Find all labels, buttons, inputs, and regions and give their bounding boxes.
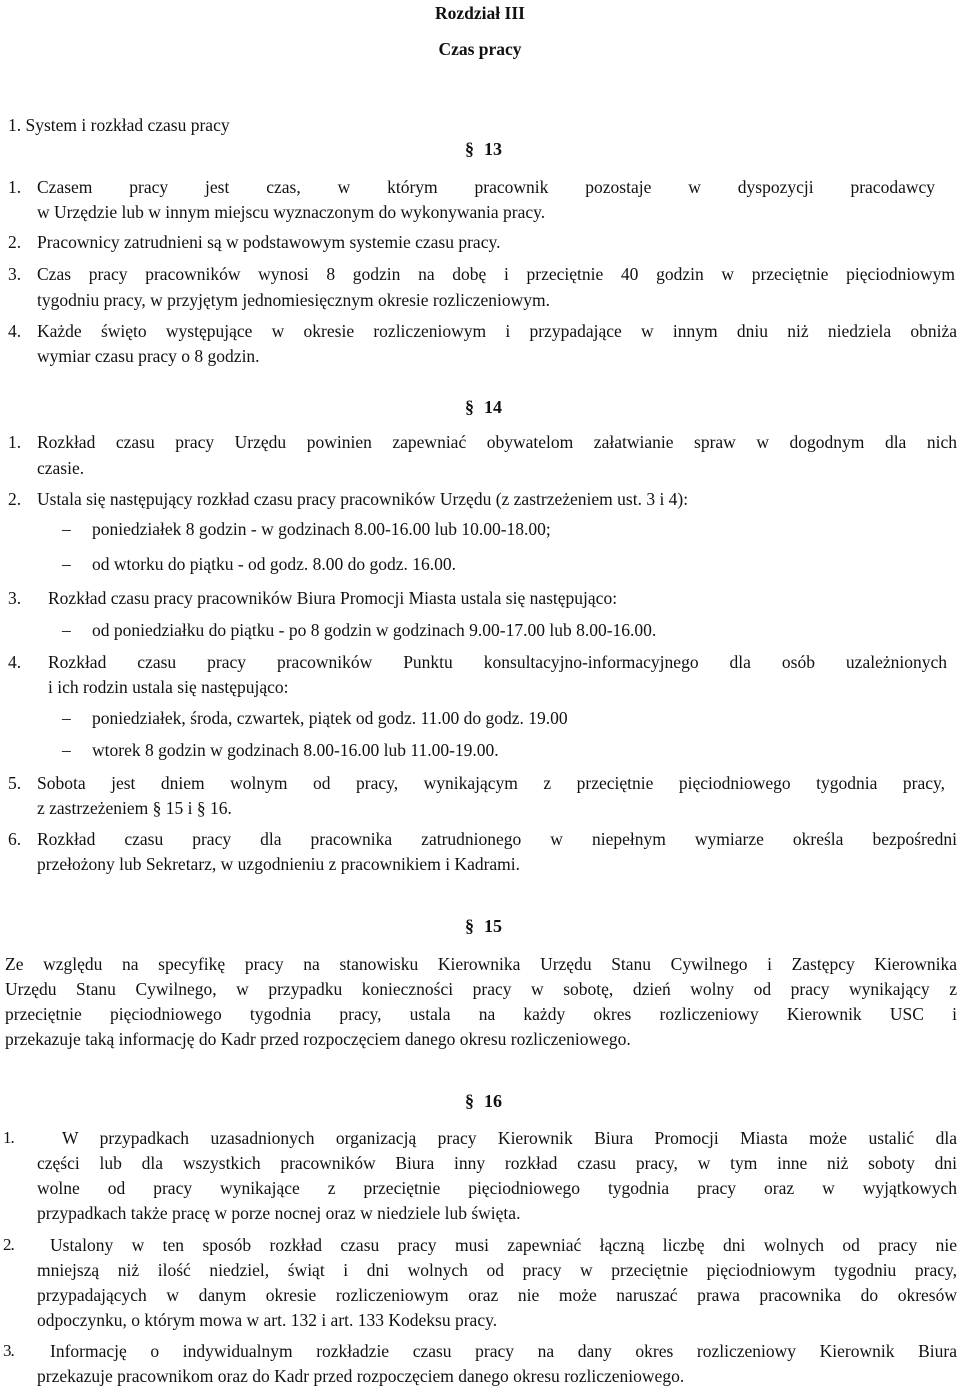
- chapter-heading: Rozdział III: [435, 3, 525, 23]
- section-heading: 1. System i rozkład czasu pracy: [8, 115, 230, 135]
- paragraph-text: czasie.: [37, 458, 85, 478]
- item-number: 3.: [8, 264, 22, 284]
- paragraph-text: przełożony lub Sekretarz, w uzgodnieniu z pracownikiem i Kadrami.: [37, 854, 521, 874]
- paragraph-text: Czas pracy pracowników wynosi 8 godzin na dobę i przeciętnie 40 godzin w przeciętnie pięciodniowym: [37, 264, 955, 284]
- bullet-text: od poniedziałku do piątku - po 8 godzin w godzinach 9.00-17.00 lub 8.00-16.00.: [92, 620, 657, 640]
- paragraph-number: 13: [484, 139, 502, 159]
- paragraph-number: 14: [484, 397, 502, 417]
- paragraph-text: W przypadkach uzasadnionych organizacją pracy Kierownik Biura Promocji Miasta może ustalić dla: [62, 1128, 957, 1148]
- paragraph-text: Ustala się następujący rozkład czasu pracy pracowników Urzędu (z zastrzeżeniem ust. 3 i 4):: [37, 489, 689, 509]
- item-number: 4.: [8, 321, 22, 341]
- paragraph-text: przekazuje pracownikom oraz do Kadr przed rozpoczęciem danego okresu rozliczeniowego.: [37, 1366, 685, 1386]
- paragraph-text: Rozkład czasu pracy pracowników Punktu konsultacyjno-informacyjnego dla osób uzależnionych: [48, 652, 947, 672]
- paragraph-text: przekazuje taką informację do Kadr przed rozpoczęciem danego okresu rozliczeniowego.: [5, 1029, 631, 1049]
- chapter-title: Czas pracy: [438, 39, 522, 59]
- paragraph-text: Rozkład czasu pracy Urzędu powinien zapewniać obywatelom załatwianie spraw w dogodnym dla nich: [37, 432, 957, 452]
- paragraph-text: Czasem pracy jest czas, w którym pracownik pozostaje w dyspozycji pracodawcy: [37, 177, 935, 197]
- paragraph-text: Urzędu Stanu Cywilnego, w przypadku konieczności pracy w sobotę, dzień wolny od pracy wynikający z: [5, 979, 957, 999]
- bullet-text: od wtorku do piątku - od godz. 8.00 do godz. 16.00.: [92, 554, 457, 574]
- paragraph-text: tygodniu pracy, w przyjętym jednomiesięcznym okresie rozliczeniowym.: [37, 290, 551, 310]
- paragraph-number: 16: [484, 1091, 502, 1111]
- paragraph-text: Rozkład czasu pracy dla pracownika zatrudnionego w niepełnym wymiarze określa bezpośredni: [37, 829, 957, 849]
- bullet-dash: –: [62, 620, 71, 640]
- paragraph-14-heading: [465, 396, 502, 418]
- bullet-dash: –: [62, 708, 71, 728]
- paragraph-text: przypadających w danym okresie rozliczeniowym oraz nie może naruszać prawa pracownika do okresów: [37, 1285, 957, 1305]
- paragraph-number: 15: [484, 916, 502, 936]
- paragraph-text: części lub dla wszystkich pracowników Biura inny rozkład czasu pracy, w tym inne niż soboty dni: [37, 1153, 957, 1173]
- paragraph-text: przypadkach także pracę w porze nocnej oraz w niedziele lub święta.: [37, 1203, 521, 1223]
- item-number-icon: 3.: [3, 1341, 14, 1360]
- paragraph-text: Każde święto występujące w okresie rozliczeniowym i przypadające w innym dniu niż niedziela obniża: [37, 321, 957, 341]
- paragraph-text: Pracownicy zatrudnieni są w podstawowym systemie czasu pracy.: [37, 232, 501, 252]
- item-number-icon: 1.: [3, 1128, 14, 1147]
- item-number: 2.: [8, 232, 22, 252]
- paragraph-15-heading: [465, 915, 502, 937]
- paragraph-16-heading: [465, 1090, 502, 1112]
- paragraph-text: mniejszą niż ilość niedziel, świąt i dni wolnych od pracy w przeciętnie pięciodniowym tygodniu pracy,: [37, 1260, 957, 1280]
- bullet-text: poniedziałek 8 godzin - w godzinach 8.00-16.00 lub 10.00-18.00;: [92, 519, 551, 539]
- paragraph-text: Ze względu na specyfikę pracy na stanowisku Kierownika Urzędu Stanu Cywilnego i Zastępcy Kierownika: [5, 954, 957, 974]
- paragraph-text: i ich rodzin ustala się następująco:: [48, 677, 289, 697]
- paragraph-text: z zastrzeżeniem § 15 i § 16.: [37, 798, 232, 818]
- bullet-text: poniedziałek, środa, czwartek, piątek od godz. 11.00 do godz. 19.00: [92, 708, 568, 728]
- bullet-text: wtorek 8 godzin w godzinach 8.00-16.00 lub 11.00-19.00.: [92, 740, 499, 760]
- bullet-dash: –: [62, 740, 71, 760]
- item-number: 5.: [8, 773, 22, 793]
- section-sign-icon: §: [465, 1091, 474, 1111]
- paragraph-text: wymiar czasu pracy o 8 godzin.: [37, 346, 260, 366]
- paragraph-text: Sobota jest dniem wolnym od pracy, wynikającym z przeciętnie pięciodniowego tygodnia pracy,: [37, 773, 945, 793]
- item-number-icon: 2.: [3, 1235, 14, 1254]
- paragraph-text: przeciętnie pięciodniowego tygodnia pracy, ustala na każdy okres rozliczeniowy Kierownik USC i: [5, 1004, 957, 1024]
- paragraph-text: Ustalony w ten sposób rozkład czasu pracy musi zapewniać łączną liczbę dni wolnych od pracy nie: [50, 1235, 957, 1255]
- paragraph-text: Informację o indywidualnym rozkładzie czasu pracy na dany okres rozliczeniowy Kierownik Biura: [50, 1341, 957, 1361]
- section-sign-icon: §: [465, 397, 474, 417]
- paragraph-text: w Urzędzie lub w innym miejscu wyznaczonym do wykonywania pracy.: [37, 202, 546, 222]
- bullet-dash: –: [62, 519, 71, 539]
- section-sign-icon: §: [465, 916, 474, 936]
- item-number: 4.: [8, 652, 22, 672]
- bullet-dash: –: [62, 554, 71, 574]
- paragraph-text: Rozkład czasu pracy pracowników Biura Promocji Miasta ustala się następująco:: [48, 588, 618, 608]
- item-number: 6.: [8, 829, 22, 849]
- item-number: 2.: [8, 489, 22, 509]
- item-number: 1.: [8, 432, 22, 452]
- item-number: 3.: [8, 588, 22, 608]
- item-number: 1.: [8, 177, 22, 197]
- paragraph-13-heading: [465, 138, 502, 160]
- paragraph-text: odpoczynku, o którym mowa w art. 132 i art. 133 Kodeksu pracy.: [37, 1310, 498, 1330]
- paragraph-text: wolne od pracy wynikające z przeciętnie pięciodniowego tygodnia pracy oraz w wyjątkowych: [37, 1178, 957, 1198]
- section-sign-icon: §: [465, 139, 474, 159]
